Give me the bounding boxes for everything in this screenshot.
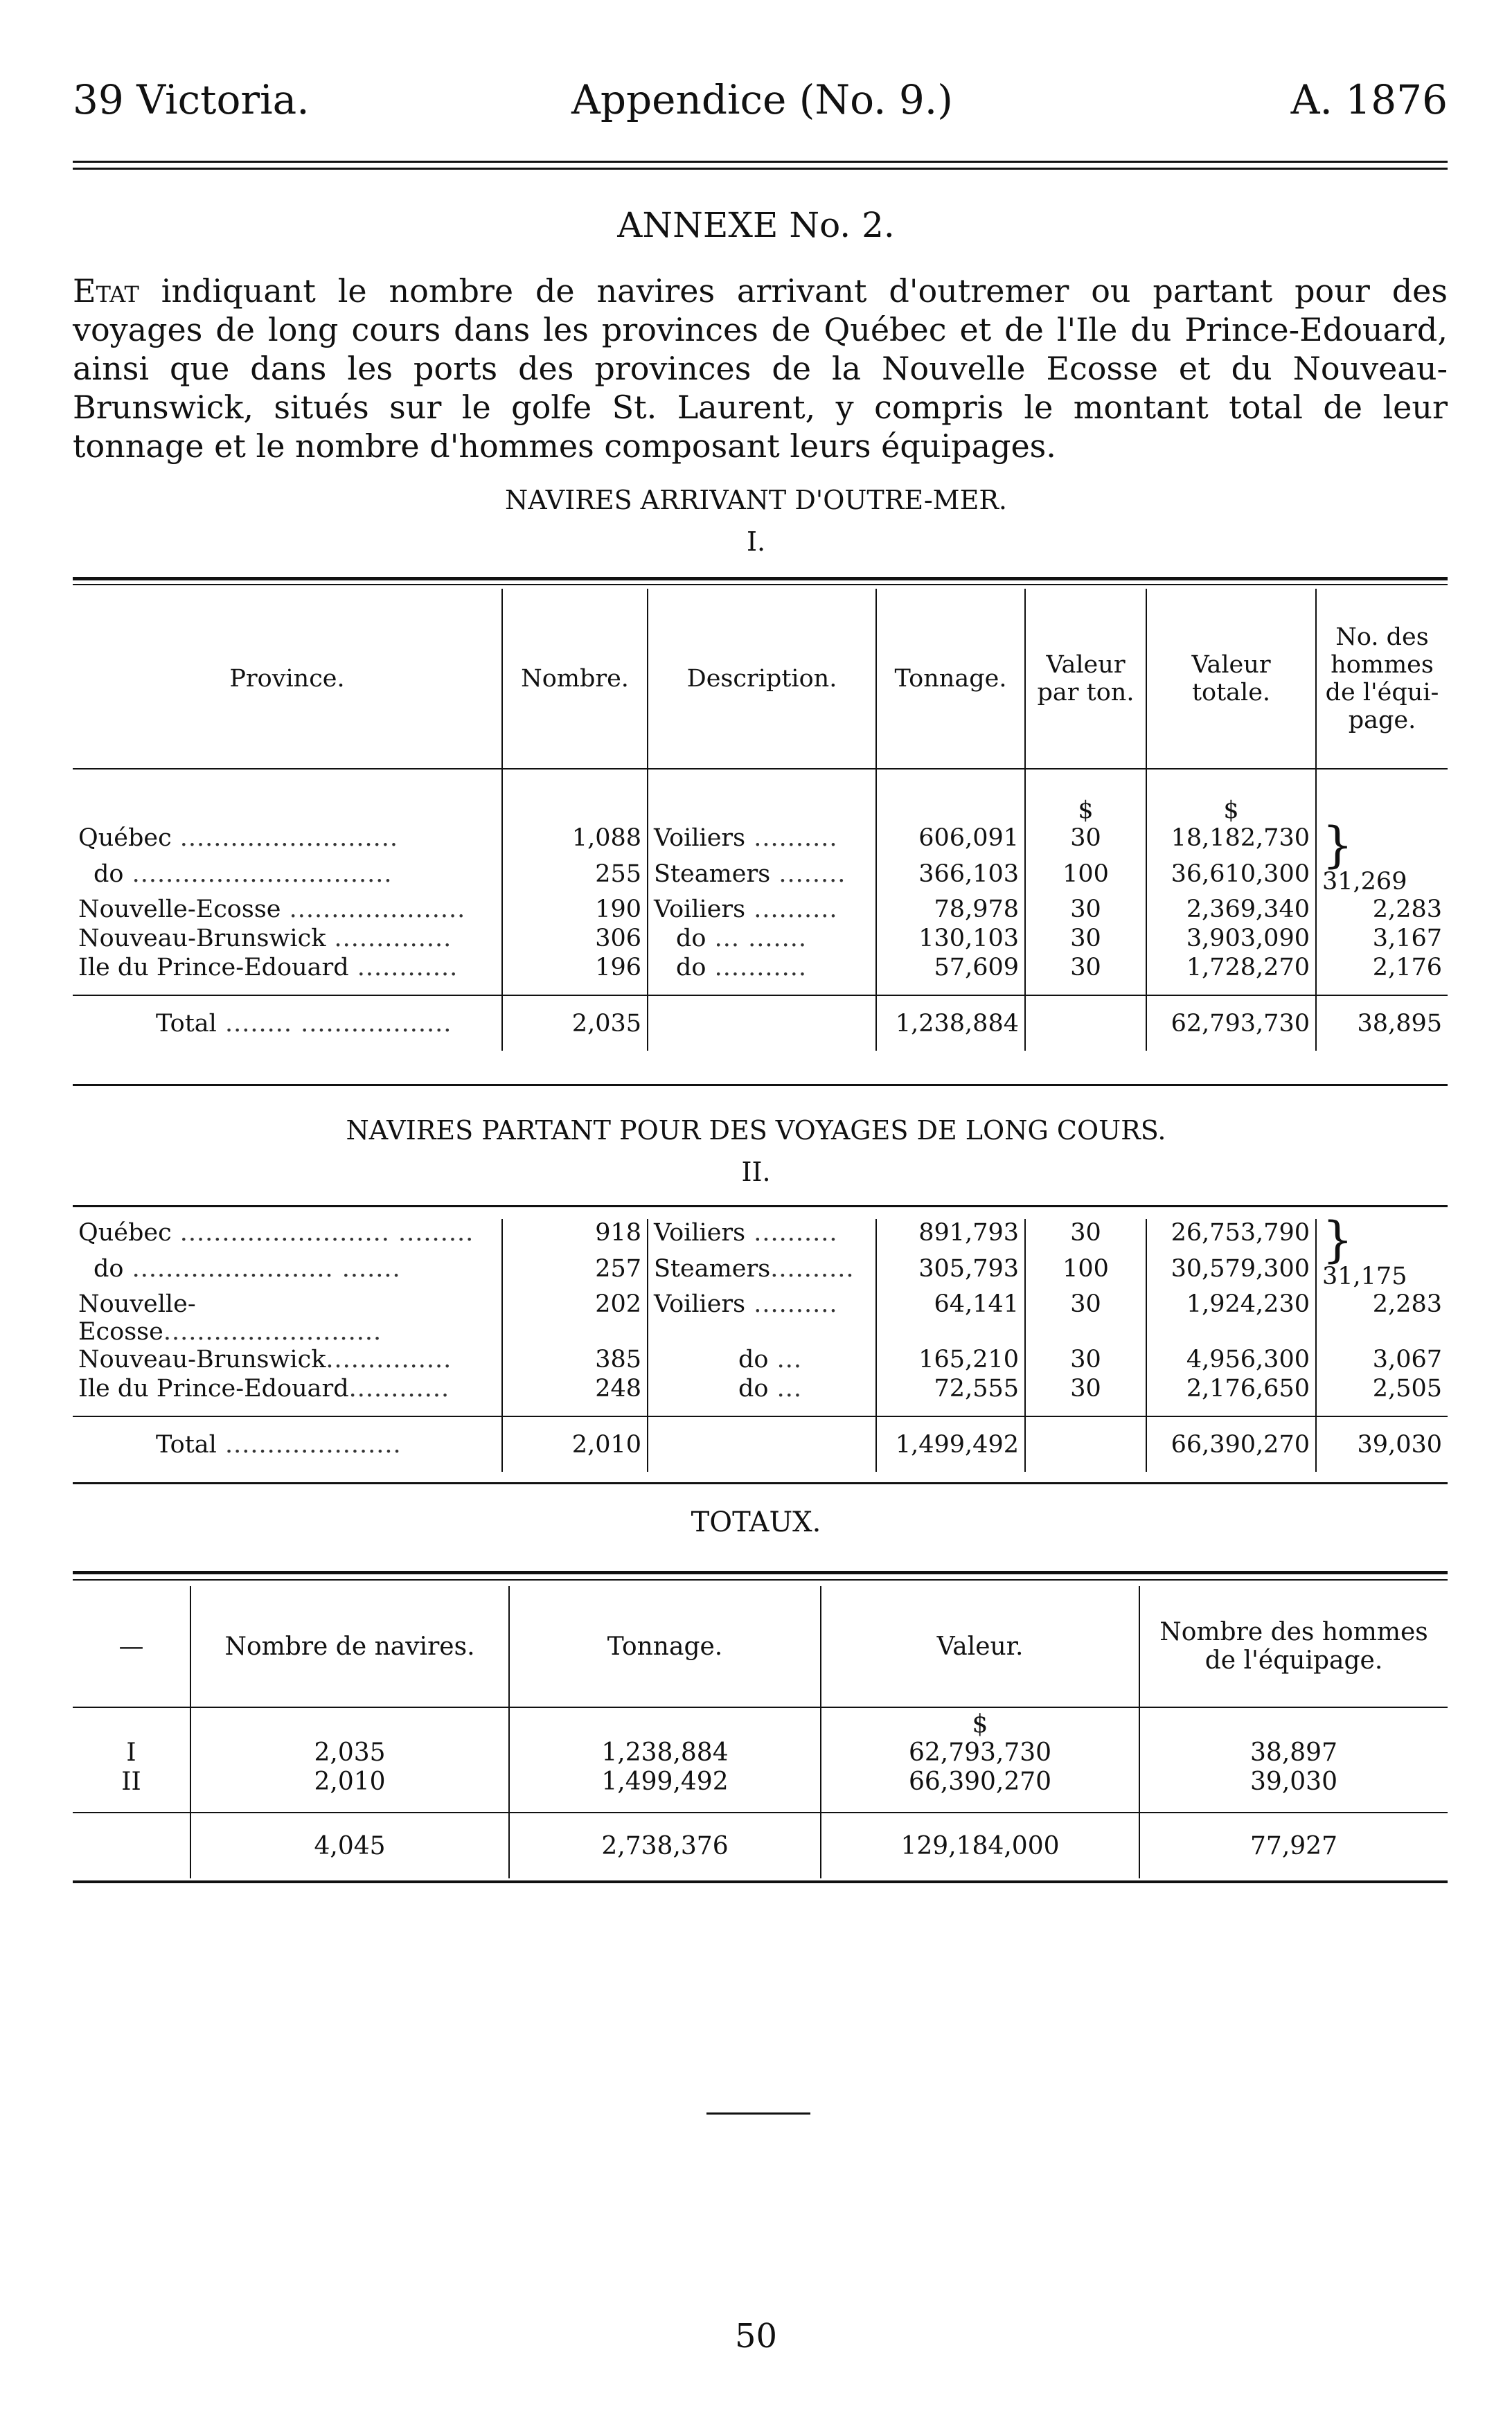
header-year: A. 1876 xyxy=(1290,76,1448,123)
section1-title: NAVIRES ARRIVANT D'OUTRE-MER. xyxy=(504,485,1008,515)
section2-rule-top xyxy=(73,1205,1448,1207)
end-rule xyxy=(706,2112,810,2115)
totaux-total-row: 4,045 2,738,376 129,184,000 77,927 xyxy=(73,1813,1448,1878)
totaux-col-valeur: Valeur. xyxy=(821,1586,1139,1707)
table-row: do ........................ ....... 257 Steamers.......... 305,793 100 30,579,300 xyxy=(73,1255,1448,1291)
table-row: Québec ......................... ......... 918 Voiliers .......... 891,793 30 26,753,790 } 31,175 xyxy=(73,1219,1448,1255)
section1-rule-top xyxy=(73,577,1448,580)
section1-rule-bottom xyxy=(73,1084,1448,1086)
table-row: Nouveau-Brunswick .............. 306 do ... ....... 130,103 30 3,903,090 3,167 xyxy=(73,925,1448,954)
table-row: Nouvelle-Ecosse.......................... 202 Voiliers .......... 64,141 30 1,924,230 2,283 xyxy=(73,1290,1448,1346)
totaux-col-hommes: Nombre des hommes de l'équipage. xyxy=(1139,1586,1448,1707)
currency-ton: $ xyxy=(1025,769,1146,824)
section2-total-row: Total ..................... 2,010 1,499,492 66,390,270 39,030 xyxy=(73,1416,1448,1472)
running-header xyxy=(73,76,1448,132)
table-row: I 2,035 1,238,884 62,793,730 38,897 xyxy=(73,1738,1448,1768)
totaux-col-navires: Nombre de navires. xyxy=(190,1586,509,1707)
annex-title: ANNEXE No. 2. xyxy=(617,205,895,245)
totaux-rule-bottom xyxy=(73,1880,1448,1883)
quebec-combined-hommes: 31,269 xyxy=(1322,868,1407,896)
table-row: Ile du Prince-Edouard............ 248 do ... 72,555 30 2,176,650 2,505 xyxy=(73,1375,1448,1416)
intro-paragraph xyxy=(73,272,1448,465)
col-valeur-totale: Valeur totale. xyxy=(1146,589,1316,769)
totaux-col-dash: — xyxy=(118,1632,144,1661)
table-row: II 2,010 1,499,492 66,390,270 39,030 xyxy=(73,1768,1448,1813)
totaux-rule-top xyxy=(73,1571,1448,1574)
section2-numeral: II. xyxy=(741,1157,771,1187)
col-description: Description. xyxy=(648,589,876,769)
col-valeur-ton: Valeur par ton. xyxy=(1025,589,1146,769)
totaux-rule-top2 xyxy=(73,1579,1448,1581)
totaux-currency-row xyxy=(73,1707,1448,1738)
col-province: Province. xyxy=(229,664,345,693)
section2-rule-bottom xyxy=(73,1482,1448,1484)
section1-rule-top2 xyxy=(73,584,1448,585)
totaux-col-tonnage: Tonnage. xyxy=(509,1586,821,1707)
section1-total-row: Total ........ .................. 2,035 1,238,884 62,793,730 38,895 xyxy=(73,995,1448,1051)
section2-title: NAVIRES PARTANT POUR DES VOYAGES DE LONG COURS. xyxy=(346,1115,1166,1146)
totaux-header-row xyxy=(73,1586,1448,1707)
col-nombre: Nombre. xyxy=(502,589,648,769)
section1-table xyxy=(73,589,1448,1051)
table-row: Nouvelle-Ecosse ..................... 190 Voiliers .......... 78,978 30 2,369,340 2,283 xyxy=(73,896,1448,925)
totaux-title: TOTAUX. xyxy=(691,1506,821,1538)
section1-currency-row xyxy=(73,769,1448,824)
section1-header-row xyxy=(73,589,1448,769)
header-appendix: Appendice (No. 9.) xyxy=(571,76,953,123)
header-session: 39 Victoria. xyxy=(73,76,310,123)
page-number: 50 xyxy=(734,2317,778,2356)
currency-total: $ xyxy=(1146,769,1316,824)
table-row: Nouveau-Brunswick............... 385 do ... 165,210 30 4,956,300 3,067 xyxy=(73,1346,1448,1375)
table-row: Québec .......................... 1,088 Voiliers .......... 606,091 30 18,182,730 } 31,269 xyxy=(73,824,1448,860)
intro-first-word: Etat xyxy=(73,272,139,310)
quebec-combined-hommes-2: 31,175 xyxy=(1322,1263,1407,1290)
totaux-table xyxy=(73,1586,1448,1878)
table-row: do ............................... 255 Steamers ........ 366,103 100 36,610,300 xyxy=(73,860,1448,896)
section1-numeral: I. xyxy=(746,526,766,557)
col-hommes: No. des hommes de l'équi-page. xyxy=(1316,589,1448,769)
table-row: Ile du Prince-Edouard ............ 196 do ........... 57,609 30 1,728,270 2,176 xyxy=(73,954,1448,995)
header-rule-bottom xyxy=(73,168,1448,170)
col-tonnage: Tonnage. xyxy=(876,589,1025,769)
intro-text: indiquant le nombre de navires arrivant d'outremer ou partant pour des voyages de long cours dans les provinces de Québec et de l'Ile du Prince-Edouard, ainsi que dans les ports des provinces de la Nouvelle Ecosse et du Nouveau-Brunswick, situés sur le golfe St. Laurent, y compris le montant total de leur tonnage et le nombre d'hommes composant leurs équipages. xyxy=(73,272,1448,465)
totaux-currency: $ xyxy=(821,1707,1139,1738)
section2-table xyxy=(73,1211,1448,1472)
header-rule-top xyxy=(73,161,1448,163)
